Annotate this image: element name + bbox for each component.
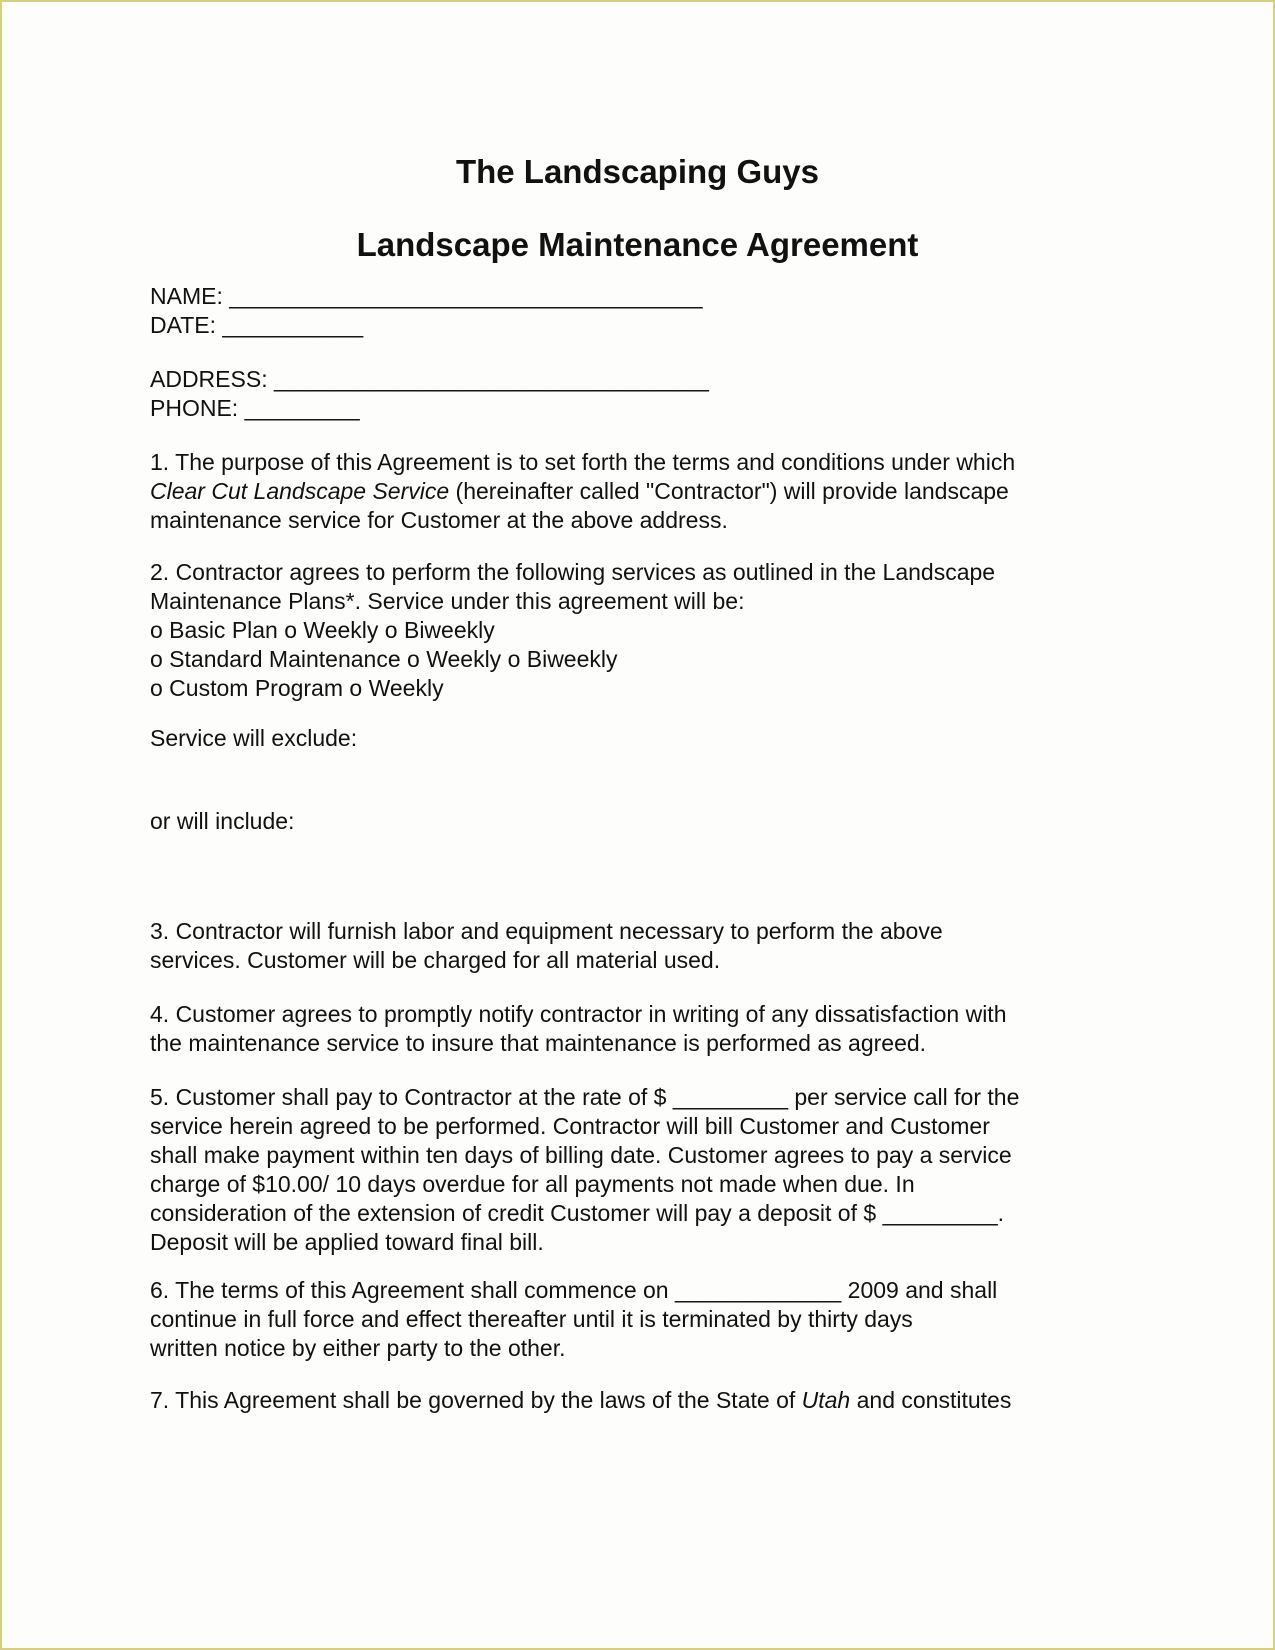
section-7-line xyxy=(150,1386,1140,1415)
option-standard-maintenance[interactable]: o Standard Maintenance o Weekly o Biweekly xyxy=(150,646,618,672)
option-custom-program[interactable]: o Custom Program o Weekly xyxy=(150,675,444,701)
section-1 xyxy=(150,448,1140,535)
customer-fields xyxy=(150,282,1140,340)
section-3-line: 3. Contractor will furnish labor and equipment necessary to perform the above xyxy=(150,918,943,944)
section-5-line: consideration of the extension of credit Customer will pay a deposit of $ _________. xyxy=(150,1200,1005,1226)
section-2-line: Maintenance Plans*. Service under this agreement will be: xyxy=(150,588,745,614)
name-field[interactable]: NAME: _____________________________________ xyxy=(150,283,703,309)
document-title: Landscape Maintenance Agreement xyxy=(356,226,919,263)
company-name: The Landscaping Guys xyxy=(455,153,820,190)
section-6 xyxy=(150,1276,1140,1363)
section-5 xyxy=(150,1083,1140,1257)
section-4-line: 4. Customer agrees to promptly notify contractor in writing of any dissatisfaction with xyxy=(150,1001,1007,1027)
section-5-line: 5. Customer shall pay to Contractor at the rate of $ _________ per service call for the xyxy=(150,1084,1020,1110)
section-5-line: Deposit will be applied toward final bill. xyxy=(150,1229,544,1255)
section-1-line xyxy=(150,477,1140,506)
section-3-line: services. Customer will be charged for all material used. xyxy=(150,947,721,973)
date-field[interactable]: DATE: ___________ xyxy=(150,312,364,338)
section-7-text: and constitutes xyxy=(850,1387,1012,1413)
exclude-label: Service will exclude: xyxy=(150,725,358,751)
section-6-line: written notice by either party to the other. xyxy=(150,1335,566,1361)
contact-fields xyxy=(150,365,1140,423)
section-6-line: 6. The terms of this Agreement shall commence on _____________ 2009 and shall xyxy=(150,1277,998,1303)
include-label: or will include: xyxy=(150,808,295,834)
section-5-line: service herein agreed to be performed. Contractor will bill Customer and Customer xyxy=(150,1113,990,1139)
section-7-text: 7. This Agreement shall be governed by the laws of the State of xyxy=(150,1387,802,1413)
section-1-line: 1. The purpose of this Agreement is to set forth the terms and conditions under which xyxy=(150,449,1016,475)
section-5-line: shall make payment within ten days of billing date. Customer agrees to pay a service xyxy=(150,1142,1012,1168)
section-1-line: maintenance service for Customer at the above address. xyxy=(150,507,728,533)
address-field[interactable]: ADDRESS: __________________________________ xyxy=(150,366,709,392)
section-2 xyxy=(150,558,1140,703)
section-4-line: the maintenance service to insure that maintenance is performed as agreed. xyxy=(150,1030,927,1056)
section-1-text: (hereinafter called "Contractor") will provide landscape xyxy=(449,478,1009,504)
section-7 xyxy=(150,1386,1140,1415)
section-2-line: 2. Contractor agrees to perform the following services as outlined in the Landscape xyxy=(150,559,996,585)
phone-field[interactable]: PHONE: _________ xyxy=(150,395,360,421)
state-name: Utah xyxy=(801,1387,851,1413)
contractor-name: Clear Cut Landscape Service xyxy=(150,478,450,504)
option-basic-plan[interactable]: o Basic Plan o Weekly o Biweekly xyxy=(150,617,495,643)
section-6-line: continue in full force and effect thereafter until it is terminated by thirty days xyxy=(150,1306,913,1332)
section-4 xyxy=(150,1000,1140,1058)
section-5-line: charge of $10.00/ 10 days overdue for all payments not made when due. In xyxy=(150,1171,915,1197)
section-3 xyxy=(150,917,1140,975)
